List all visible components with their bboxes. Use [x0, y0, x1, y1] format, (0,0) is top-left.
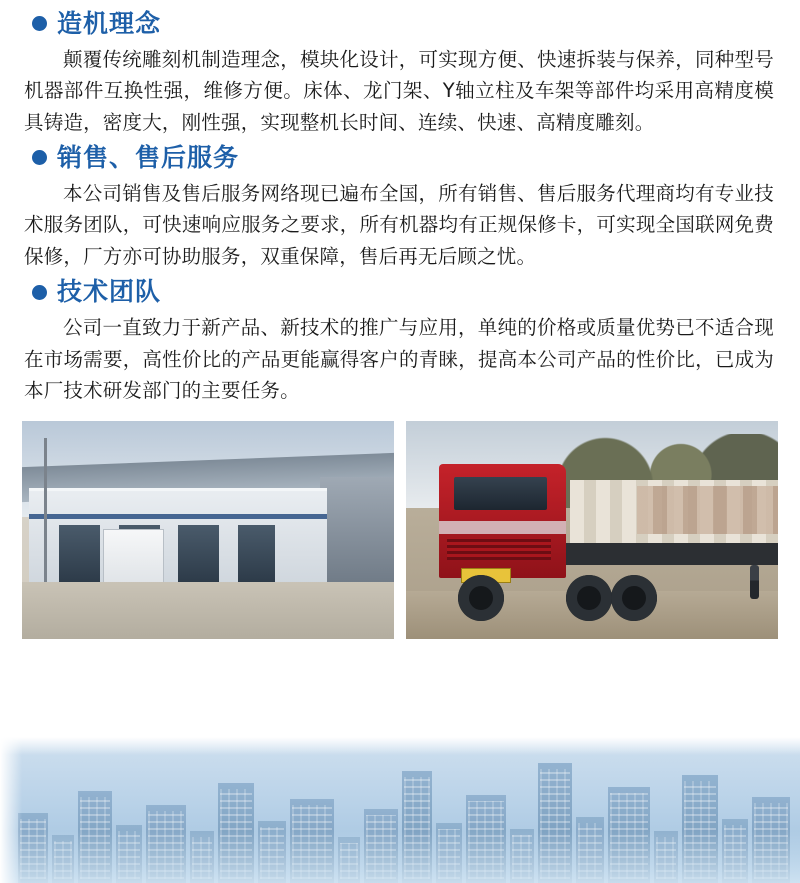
section-header: [32, 10, 776, 38]
section-paragraph: 本公司销售及售后服务网络现已遍布全国，所有销售、售后服务代理商均有专业技术服务团队，可快速响应服务之要求，所有机器均有正规保修卡，可实现全国联网免费保修，厂方亦可协助服务，双重保障，售后再无后顾之忧。: [24, 181, 774, 268]
filled-circle-icon: [32, 150, 47, 165]
person-silhouette: [750, 565, 759, 599]
content-sections: [0, 0, 800, 407]
haze-overlay: [0, 831, 800, 883]
filled-circle-icon: [32, 16, 47, 31]
wall-panel: [104, 530, 164, 587]
photo-row: [0, 413, 800, 639]
section-sales-and-service: [24, 144, 776, 272]
factory-workshop-photo: [22, 421, 394, 639]
cab-window: [454, 477, 547, 510]
top-fade-overlay: [0, 737, 800, 755]
cab-stripe: [439, 521, 565, 534]
wall-stripe: [29, 514, 327, 519]
ground-region: [22, 582, 394, 639]
truck-wheel: [611, 575, 657, 621]
truck-wheel: [566, 575, 612, 621]
section-title: 销售、售后服务: [57, 143, 240, 173]
city-skyline-banner: [0, 737, 800, 883]
cargo-stack: [637, 486, 778, 534]
workshop-door: [59, 525, 100, 582]
workshop-door: [238, 525, 275, 582]
left-fade-overlay: [0, 737, 22, 883]
section-paragraph: 公司一直致力于新产品、新技术的推广与应用，单纯的价格或质量优势已不适合现在市场需要，高性价比的产品更能赢得客户的青睐，提高本公司产品的性价比，已成为本厂技术研发部门的主要任务。: [24, 315, 774, 403]
section-header: [32, 144, 776, 172]
side-wall-shape: [320, 477, 394, 586]
utility-pole: [44, 438, 47, 582]
trailer-bed: [555, 543, 778, 565]
workshop-door: [178, 525, 219, 582]
section-title: 技术团队: [57, 277, 162, 307]
section-manufacturing-philosophy: [24, 10, 776, 138]
section-paragraph: 颠覆传统雕刻机制造理念，模块化设计，可实现方便、快速拆装与保养，同种型号机器部件互换性强，维修方便。床体、龙门架、Y轴立柱及车架等部件均采用高精度模具铸造，密度大，刚性强，实现整机长时间、连续、快速、高精度雕刻。: [24, 47, 774, 134]
section-header: [32, 278, 776, 306]
delivery-truck-photo: [406, 421, 778, 639]
section-technical-team: [24, 278, 776, 406]
filled-circle-icon: [32, 285, 47, 300]
truck-grille: [447, 538, 551, 560]
section-title: 造机理念: [57, 9, 162, 38]
